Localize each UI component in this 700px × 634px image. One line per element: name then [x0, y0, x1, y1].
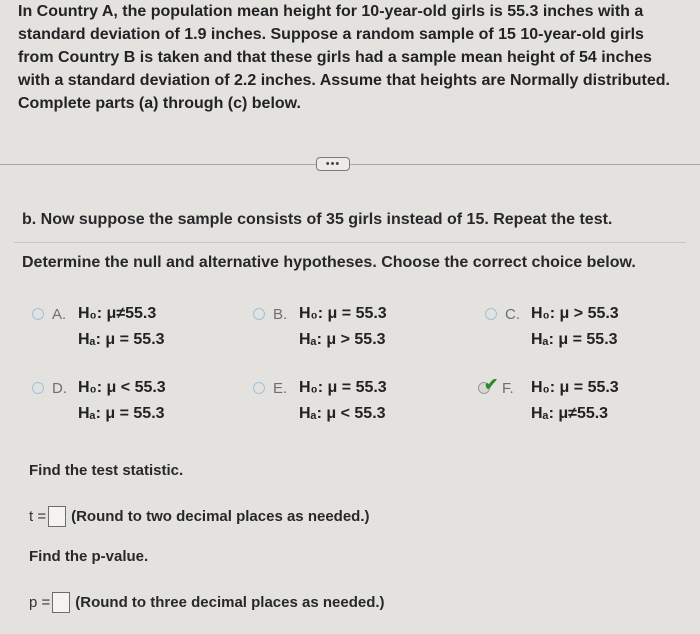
- problem-statement: [18, 0, 696, 115]
- part-b-heading: b. Now suppose the sample consists of 35 girls instead of 15. Repeat the test.: [22, 211, 613, 228]
- null-hypothesis: H₀: μ = 55.3: [299, 379, 387, 396]
- p-value-input[interactable]: [52, 592, 70, 613]
- choice-f[interactable]: [478, 375, 688, 431]
- test-statistic-input[interactable]: [48, 506, 66, 527]
- p-label: p =: [29, 594, 51, 611]
- rounding-hint: (Round to three decimal places as needed.): [75, 594, 385, 611]
- null-hypothesis: H₀: μ < 55.3: [78, 379, 166, 396]
- section-divider: [0, 164, 700, 165]
- test-statistic-row: [29, 506, 370, 527]
- alternative-hypothesis: Hₐ: μ < 55.3: [299, 405, 386, 422]
- instruction-text: Determine the null and alternative hypotheses. Choose the correct choice below.: [22, 254, 636, 271]
- choice-b[interactable]: [253, 305, 463, 357]
- null-hypothesis: H₀: μ > 55.3: [531, 305, 619, 322]
- alternative-hypothesis: Hₐ: μ = 55.3: [78, 331, 165, 348]
- radio-button[interactable]: [253, 382, 265, 394]
- alternative-hypothesis: Hₐ: μ > 55.3: [299, 331, 386, 348]
- null-hypothesis: H₀: μ≠55.3: [78, 305, 157, 322]
- choice-a[interactable]: [32, 305, 242, 357]
- radio-button[interactable]: [32, 382, 44, 394]
- choice-letter: A.: [52, 306, 67, 323]
- alternative-hypothesis: Hₐ: μ = 55.3: [78, 405, 165, 422]
- alternative-hypothesis: Hₐ: μ = 55.3: [531, 331, 618, 348]
- choice-d[interactable]: [32, 379, 242, 431]
- t-label: t =: [29, 508, 47, 525]
- choice-e[interactable]: [253, 379, 463, 431]
- null-hypothesis: H₀: μ = 55.3: [531, 379, 619, 396]
- choice-letter: D.: [52, 380, 67, 397]
- choice-letter: F.: [502, 380, 514, 397]
- choice-letter: B.: [273, 306, 288, 323]
- radio-button[interactable]: [32, 308, 44, 320]
- radio-button[interactable]: [485, 308, 497, 320]
- p-value-question: Find the p-value.: [29, 548, 149, 565]
- problem-line: from Country B is taken and that these girls had a sample mean height of 54 inches: [18, 49, 652, 66]
- test-statistic-question: Find the test statistic.: [29, 462, 184, 479]
- choice-c[interactable]: [485, 305, 695, 357]
- problem-line: Complete parts (a) through (c) below.: [18, 95, 301, 112]
- alternative-hypothesis: Hₐ: μ≠55.3: [531, 405, 609, 422]
- rounding-hint: (Round to two decimal places as needed.): [71, 508, 370, 525]
- separator-line: [14, 242, 686, 243]
- p-value-row: [29, 592, 385, 613]
- problem-line: with a standard deviation of 2.2 inches. Assume that heights are Normally distributed.: [18, 72, 670, 89]
- radio-button[interactable]: [253, 308, 265, 320]
- problem-line: standard deviation of 1.9 inches. Suppose a random sample of 15 10-year-old girls: [18, 26, 644, 43]
- problem-line: In Country A, the population mean height for 10-year-old girls is 55.3 inches with a: [18, 3, 644, 20]
- choice-letter: C.: [505, 306, 520, 323]
- choice-letter: E.: [273, 380, 288, 397]
- expand-more-button[interactable]: •••: [316, 157, 350, 171]
- null-hypothesis: H₀: μ = 55.3: [299, 305, 387, 322]
- check-icon: ✔: [484, 375, 499, 394]
